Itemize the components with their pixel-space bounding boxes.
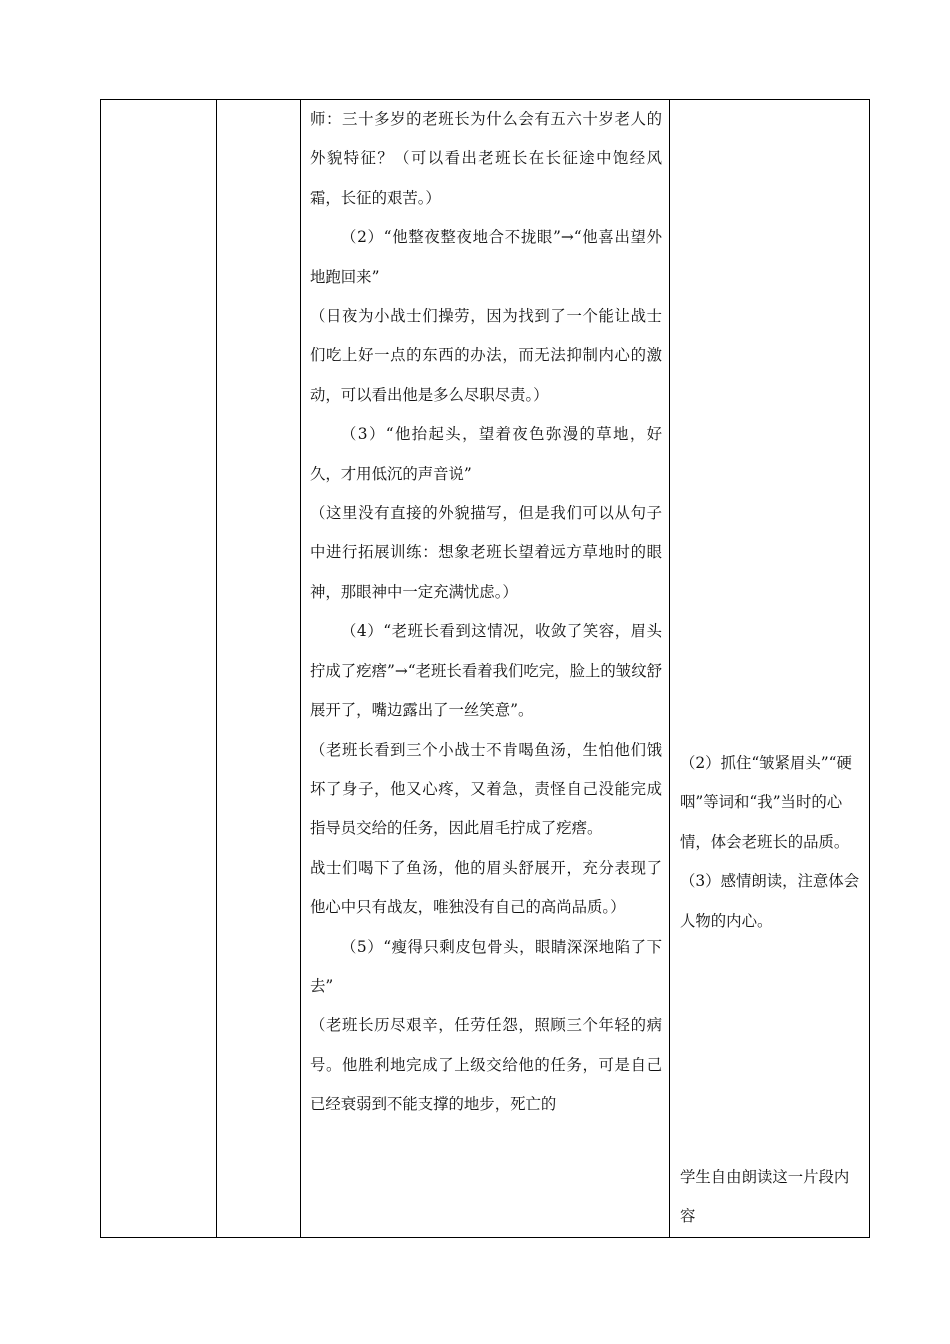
analysis-paragraph-5: （老班长历尽艰辛，任劳任怨，照顾三个年轻的病号。他胜利地完成了上级交给他的任务，可是自己已经衰弱到不能支撑的地步，死亡的 [310,1016,662,1114]
quote-paragraph-5: （5）“瘦得只剩皮包骨头，眼睛深深地陷了下去” [310,937,662,995]
analysis-paragraph-2: （日夜为小战士们操劳，因为找到了一个能让战士们吃上好一点的东西的办法，而无法抑制内心的激动，可以看出他是多么尽职尽责。） [310,307,662,404]
lesson-plan-table [100,99,870,1238]
teaching-process-cell [301,100,670,1238]
table-row [101,100,870,1238]
design-note-2: （2）抓住“皱紧眉头”“硬咽”等词和“我”当时的心情，体会老班长的品质。 [680,754,852,851]
student-activity-note [680,1158,863,1237]
empty-cell-time [217,100,301,1238]
teaching-process-text [301,100,669,1125]
analysis-paragraph-4: （老班长看到三个小战士不肯喝鱼汤，生怕他们饿坏了身子，他又心疼，又着急，责怪自己没能完成指导员交给的任务，因此眉毛拧成了疙瘩。 [310,740,662,838]
analysis-paragraph-3: （这里没有直接的外貌描写，但是我们可以从句子中进行拓展训练：想象老班长望着远方草地时的眼神，那眼神中一定充满忧虑。） [310,504,662,601]
design-note-3: （3）感情朗读，注意体会人物的内心。 [680,872,860,930]
empty-cell-stage [101,100,217,1238]
design-notes-cell [670,100,870,1238]
student-activity-text: 学生自由朗读这一片段内容 [680,1168,850,1226]
quote-paragraph-3: （3）“他抬起头，望着夜色弥漫的草地，好久，才用低沉的声音说” [310,425,662,483]
teacher-question-paragraph: 师：三十多岁的老班长为什么会有五六十岁老人的外貌特征？（可以看出老班长在长征途中饱经风霜，长征的艰苦。） [310,110,662,207]
quote-paragraph-4: （4）“老班长看到这情况，收敛了笑容，眉头拧成了疙瘩”→“老班长看着我们吃完，脸上的皱纹舒展开了，嘴边露出了一丝笑意”。 [310,622,662,720]
analysis-paragraph-4-cont: 战士们喝下了鱼汤，他的眉头舒展开，充分表现了他心中只有战友，唯独没有自己的高尚品质。） [310,858,662,917]
design-notes-list [680,744,863,941]
quote-paragraph-2: （2）“他整夜整夜地合不拢眼”→“他喜出望外地跑回来” [310,228,662,286]
